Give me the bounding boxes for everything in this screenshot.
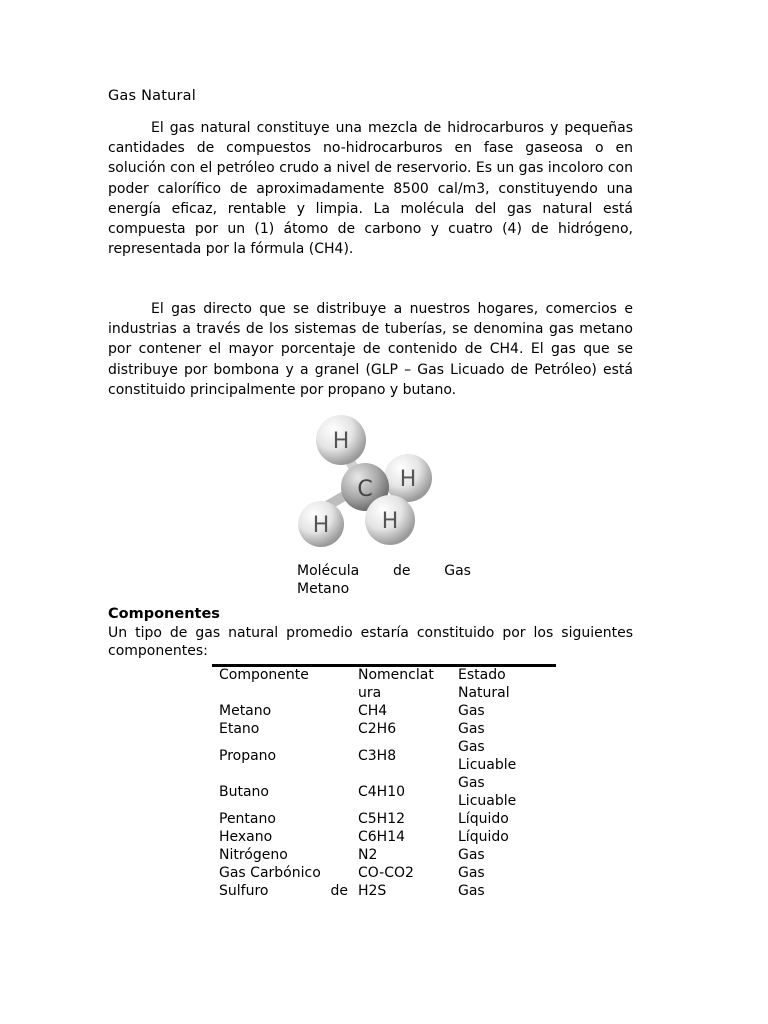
header-text: Nomenclat (358, 667, 434, 683)
table-row (219, 846, 559, 864)
cell-text: Nitrógeno (219, 847, 288, 863)
atom-label: H (332, 429, 350, 454)
header-cell (358, 666, 458, 702)
atom-label: H (312, 513, 330, 538)
header-cell (458, 666, 558, 702)
table-cell (458, 738, 558, 774)
atom-label: H (381, 509, 399, 534)
cell-text: C6H14 (358, 829, 406, 845)
cell-text: Gas (458, 739, 485, 755)
cell-text: Metano (219, 703, 272, 719)
cell-text: Propano (219, 748, 277, 764)
section-intro: Un tipo de gas natural promedio estaría constituido por los siguientes componentes: (108, 625, 633, 659)
table-cell (358, 774, 458, 810)
cell-text: C5H12 (358, 811, 406, 827)
table-row (219, 828, 559, 846)
table-cell (358, 846, 458, 864)
table-cell (219, 828, 358, 846)
cell-text: Gas (458, 721, 485, 737)
table-row (219, 702, 559, 720)
table-cell (219, 810, 358, 828)
table-cell (219, 702, 358, 720)
table-cell (458, 774, 558, 810)
cell-text: Licuable (458, 757, 517, 773)
cell-text: CO-CO2 (358, 865, 414, 881)
paragraph-definition: El gas natural constituye una mezcla de hidrocarburos y pequeñas cantidades de compuestos no-hidrocarburos en fase gaseosa o en solución con el petróleo crudo a nivel de reservorio. Es un gas incoloro con poder calorífico de aproximadamente 8500 cal/m3, constituyendo una energía eficaz, rentable y limpia. La molécula del gas natural está compuesta por un (1) átomo de carbono y cuatro (4) de hidrógeno, representada por la fórmula (CH4). (108, 120, 633, 258)
table-cell (358, 864, 458, 882)
cell-text: CH4 (358, 703, 388, 719)
cell-text: H2S (358, 883, 387, 899)
atom-label: C (357, 477, 373, 502)
components-table (219, 666, 559, 900)
table-cell (458, 702, 558, 720)
cell-text: C2H6 (358, 721, 397, 737)
cell-text: Gas Carbónico (219, 865, 321, 881)
cell-text: Gas (458, 775, 485, 791)
cell-text: de (330, 883, 348, 899)
table-cell (358, 702, 458, 720)
header-text: ura (358, 685, 382, 701)
cell-text: Gas (458, 847, 485, 863)
figure-caption (297, 562, 471, 598)
caption-word: Molécula (297, 563, 360, 579)
cell-text: C4H10 (358, 784, 406, 800)
caption-word: de (392, 563, 411, 579)
cell-text: Butano (219, 784, 269, 800)
table-row (219, 738, 559, 774)
table-row (219, 720, 559, 738)
document-title: Gas Natural (108, 88, 196, 104)
cell-text: Gas (458, 865, 485, 881)
cell-text: Hexano (219, 829, 273, 845)
header-text: Natural (458, 685, 510, 701)
table-cell (219, 882, 358, 900)
cell-text: Licuable (458, 793, 517, 809)
table-cell (458, 810, 558, 828)
section-heading: Componentes (108, 606, 220, 622)
cell-text: Pentano (219, 811, 276, 827)
cell-text: Gas (458, 703, 485, 719)
table-cell (458, 864, 558, 882)
table-header-row (219, 666, 559, 702)
cell-text: Etano (219, 721, 260, 737)
table-cell (219, 738, 358, 774)
table-cell (358, 720, 458, 738)
table-row (219, 774, 559, 810)
cell-text: Líquido (458, 829, 509, 845)
table-cell (358, 738, 458, 774)
table-cell (458, 846, 558, 864)
table-cell (358, 882, 458, 900)
table-cell (219, 774, 358, 810)
table-row (219, 882, 559, 900)
header-text: Componente (219, 667, 309, 683)
table-cell (358, 828, 458, 846)
table-body (219, 702, 559, 900)
caption-word: Gas (444, 563, 471, 579)
cell-text: N2 (358, 847, 378, 863)
table-cell (219, 720, 358, 738)
cell-text: C3H8 (358, 748, 397, 764)
cell-text: Líquido (458, 811, 509, 827)
header-text: Estado (458, 667, 506, 683)
methane-molecule-image (290, 412, 440, 562)
header-cell (219, 666, 358, 702)
table-cell (458, 720, 558, 738)
table-cell (458, 882, 558, 900)
paragraph-distribution: El gas directo que se distribuye a nuestros hogares, comercios e industrias a través de los sistemas de tuberías, se denomina gas metano por contener el mayor porcentaje de contenido de CH4. El gas que se distribuye por bombona y a granel (GLP – Gas Licuado de Petróleo) está constituido principalmente por propano y butano. (108, 301, 633, 398)
table-cell (358, 810, 458, 828)
cell-text: Sulfuro (219, 883, 269, 899)
atom-label: H (399, 467, 417, 492)
table-row (219, 864, 559, 882)
table-cell (219, 864, 358, 882)
caption-line: Metano (297, 581, 350, 597)
table-row (219, 810, 559, 828)
table-cell (458, 828, 558, 846)
table-cell (219, 846, 358, 864)
cell-text: Gas (458, 883, 485, 899)
